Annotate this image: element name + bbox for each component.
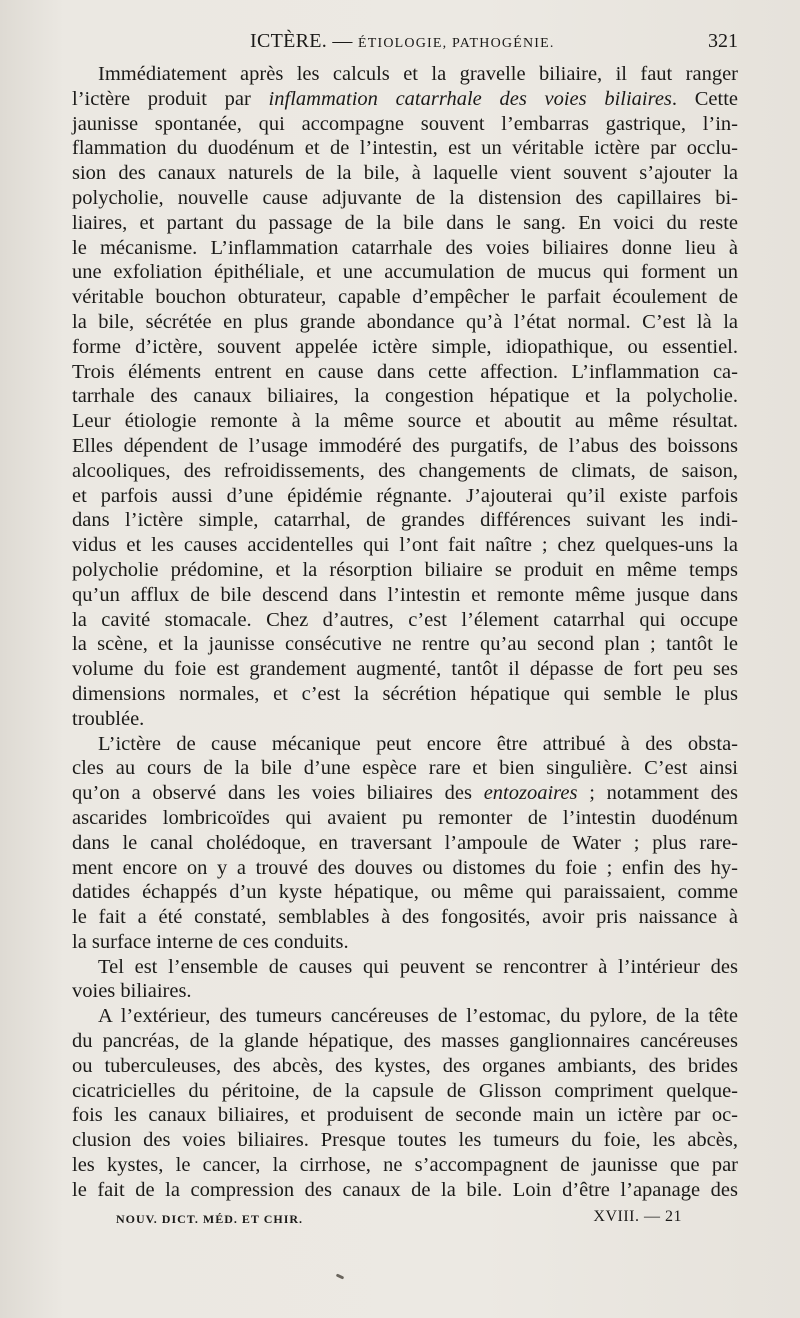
text-segment: . Cette (671, 87, 738, 110)
text-line: forme d’ictère, souvent appelée ictère simple, idiopathique, ou essentiel. (72, 335, 738, 358)
page-footer (116, 1208, 682, 1232)
text-line: Tel est l’ensemble de causes qui peuvent se rencontrer à l’intérieur des (98, 955, 738, 978)
running-head-subtitle: ÉTIOLOGIE, PATHOGÉNIE. (358, 36, 555, 51)
paper-speck (336, 1273, 345, 1279)
text-line: la surface interne de ces conduits. (72, 930, 349, 953)
text-line: cicatricielles du péritoine, de la capsule de Glisson compriment quelque- (72, 1079, 738, 1102)
text-line: le fait a été constaté, semblables à des fongosités, avoir pris naissance à (72, 906, 738, 929)
text-line: ou tuberculeuses, des abcès, des kystes, des organes ambiants, des brides (72, 1054, 738, 1077)
text-line: fois les canaux biliaires, et produisent de seconde main un ictère par oc- (72, 1104, 738, 1127)
text-line: les kystes, le cancer, la cirrhose, ne s’accompagnent de jaunisse que par (72, 1154, 738, 1177)
text-line: le mécanisme. L’inflammation catarrhale des voies biliaires donne lieu à (72, 236, 738, 259)
text-line: dans le canal cholédoque, en traversant l’ampoule de Water ; plus rare- (72, 831, 738, 854)
text-line: Trois éléments entrent en cause dans cette affection. L’inflammation ca- (72, 360, 738, 383)
text-line: ascarides lombricoïdes qui avaient pu remonter de l’intestin duodénum (72, 806, 738, 829)
text-line: volume du foie est grandement augmenté, tantôt il dépasse de fort peu ses (72, 658, 738, 681)
italic-phrase: inflammation catarrhale des voies biliaires (268, 87, 672, 110)
text-line: Leur étiologie remonte à la même source et aboutit au même résultat. (72, 410, 738, 433)
text-line: la bile, sécrétée en plus grande abondance qu’à l’état normal. C’est là la (72, 310, 738, 333)
text-line: une exfoliation épithéliale, et une accumulation de mucus qui forment un (72, 261, 738, 284)
text-line (72, 781, 738, 806)
text-line: clusion des voies biliaires. Presque toutes les tumeurs du foie, les abcès, (72, 1129, 738, 1152)
text-line: L’ictère de cause mécanique peut encore être attribué à des obsta- (98, 732, 738, 755)
text-line: cles au cours de la bile d’une espèce rare et bien singulière. C’est ainsi (72, 757, 738, 780)
text-line: dimensions normales, et c’est la sécrétion hépatique qui semble le plus (72, 682, 738, 705)
text-line: ment encore on y a trouvé des douves ou distomes du foie ; enfin des hy- (72, 856, 738, 879)
text-line: alcooliques, des refroidissements, des changements de climats, de saison, (72, 459, 738, 482)
text-line: voies biliaires. (72, 980, 192, 1003)
text-segment: qu’on a observé dans les voies biliaires des (72, 782, 484, 805)
text-line: qu’un afflux de bile descend dans l’intestin et remonte même jusque dans (72, 583, 738, 606)
page-header (72, 30, 738, 58)
running-head-separator: — (327, 30, 358, 52)
text-line: flammation du duodénum et de l’intestin, est un véritable ictère par occlu- (72, 137, 738, 160)
body-text (72, 62, 738, 1203)
text-line: le fait de la compression des canaux de la bile. Loin d’être l’apanage des (72, 1178, 738, 1201)
text-line: la cavité stomacale. Chez d’autres, c’est l’élement catarrhal qui occupe (72, 608, 738, 631)
text-line: polycholie prédomine, et la résorption biliaire se produit en même temps (72, 558, 738, 581)
page-number: 321 (708, 30, 738, 52)
running-head-title: ICTÈRE. (250, 30, 328, 52)
italic-phrase: entozoaires (483, 782, 578, 805)
text-segment: ; notamment des (577, 782, 738, 805)
text-line: A l’extérieur, des tumeurs cancéreuses de l’estomac, du pylore, de la tête (98, 1005, 738, 1028)
text-line: Elles dépendent de l’usage immodéré des purgatifs, de l’abus des boissons (72, 434, 738, 457)
text-line: véritable bouchon obturateur, capable d’empêcher le parfait écoulement de (72, 286, 738, 309)
text-line: du pancréas, de la glande hépatique, des masses ganglionnaires cancéreuses (72, 1030, 738, 1053)
text-line: et parfois aussi d’une épidémie régnante. J’ajouterai qu’il existe parfois (72, 484, 738, 507)
text-line: datides échappés d’un kyste hépatique, ou même qui paraissaient, comme (72, 881, 738, 904)
text-line: liaires, et partant du passage de la bile dans le sang. En voici du reste (72, 211, 738, 234)
running-head (250, 30, 555, 53)
text-line: vidus et les causes accidentelles qui l’ont fait naître ; chez quelques-uns la (72, 534, 738, 557)
text-line: jaunisse spontanée, qui accompagne souvent l’embarras gastrique, l’in- (72, 112, 738, 135)
footer-signature: NOUV. DICT. MÉD. ET CHIR. (116, 1212, 304, 1226)
text-line: tarrhale des canaux biliaires, la congestion hépatique et la polycholie. (72, 385, 738, 408)
text-line: Immédiatement après les calculs et la gravelle biliaire, il faut ranger (98, 63, 738, 85)
text-segment: l’ictère produit par (72, 87, 269, 110)
text-line: sion des canaux naturels de la bile, à laquelle vient souvent s’ajouter la (72, 162, 738, 185)
text-line: troublée. (72, 707, 145, 730)
text-line: polycholie, nouvelle cause adjuvante de la distension des capillaires bi- (72, 186, 738, 209)
text-line: dans l’ictère simple, catarrhal, de grandes différences suivant les indi- (72, 509, 738, 532)
text-line (72, 87, 738, 112)
footer-volume-sheet: XVIII. — 21 (593, 1208, 682, 1225)
text-line: la scène, et la jaunisse consécutive ne rentre qu’au second plan ; tantôt le (72, 633, 738, 656)
